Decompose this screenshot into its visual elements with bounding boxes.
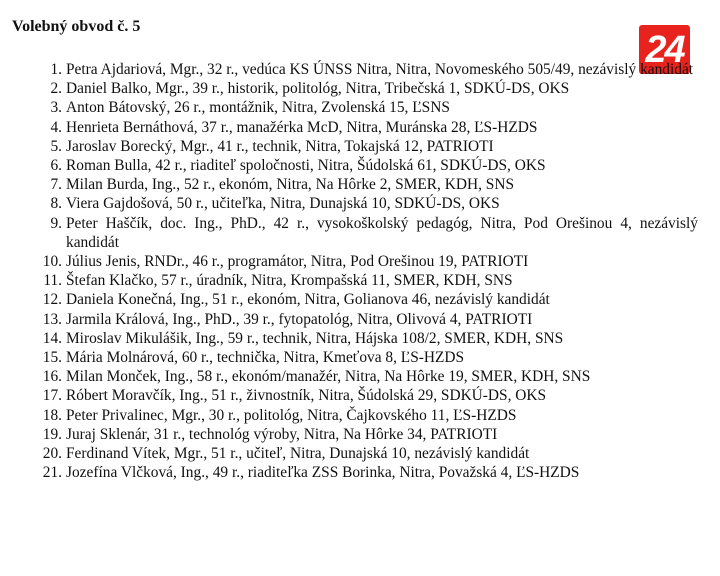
candidate-number: 7. bbox=[50, 176, 62, 194]
candidate-item bbox=[0, 214, 720, 252]
candidate-item bbox=[0, 252, 720, 271]
candidate-list bbox=[0, 60, 720, 482]
candidate-number: 11. bbox=[43, 272, 62, 290]
candidate-text: Viera Gajdošová, 50 r., učiteľka, Nitra, Dunajská 10, SDKÚ-DS, OKS bbox=[66, 195, 500, 213]
candidate-item bbox=[0, 79, 720, 98]
candidate-item bbox=[0, 156, 720, 175]
candidate-item bbox=[0, 348, 720, 367]
district-heading: Volebný obvod č. 5 bbox=[12, 18, 141, 35]
candidate-item bbox=[0, 290, 720, 309]
candidate-item bbox=[0, 118, 720, 137]
candidate-text: Milan Burda, Ing., 52 r., ekonóm, Nitra, Na Hôrke 2, SMER, KDH, SNS bbox=[66, 176, 515, 194]
candidate-number: 8. bbox=[50, 195, 62, 213]
candidate-number: 6. bbox=[50, 157, 62, 175]
candidate-item bbox=[0, 425, 720, 444]
candidate-item bbox=[0, 271, 720, 290]
candidate-text: Miroslav Mikulášik, Ing., 59 r., technik, Nitra, Hájska 108/2, SMER, KDH, SNS bbox=[66, 329, 564, 347]
candidate-text: Jarmila Králová, Ing., PhD., 39 r., fytopatológ, Nitra, Olivová 4, PATRIOTI bbox=[66, 310, 533, 328]
candidate-text: Július Jenis, RNDr., 46 r., programátor, Nitra, Pod Orešinou 19, PATRIOTI bbox=[66, 253, 529, 271]
candidate-number: 18. bbox=[42, 406, 62, 424]
candidate-item bbox=[0, 367, 720, 386]
candidate-text: Milan Monček, Ing., 58 r., ekonóm/manažér, Nitra, Na Hôrke 19, SMER, KDH, SNS bbox=[66, 368, 591, 386]
candidate-number: 16. bbox=[42, 368, 62, 386]
candidate-item bbox=[0, 98, 720, 117]
candidate-number: 17. bbox=[42, 387, 62, 405]
candidate-number: 20. bbox=[42, 445, 62, 463]
candidate-number: 9. bbox=[50, 214, 62, 232]
candidate-text: Štefan Klačko, 57 r., úradník, Nitra, Krompašská 11, SMER, KDH, SNS bbox=[66, 272, 513, 290]
candidate-number: 2. bbox=[50, 80, 62, 98]
candidate-text: Ferdinand Vítek, Mgr., 51 r., učiteľ, Nitra, Dunajská 10, nezávislý kandidát bbox=[66, 445, 530, 463]
candidate-text: Anton Bátovský, 26 r., montážnik, Nitra, Zvolenská 15, ĽSNS bbox=[66, 99, 450, 117]
candidate-number: 1. bbox=[50, 61, 62, 78]
candidate-number: 21. bbox=[42, 464, 62, 482]
candidate-item bbox=[0, 463, 720, 482]
candidate-item bbox=[0, 194, 720, 213]
candidate-item bbox=[0, 175, 720, 194]
candidate-item bbox=[0, 386, 720, 405]
candidate-number: 3. bbox=[50, 99, 62, 117]
candidate-number: 5. bbox=[50, 137, 62, 155]
candidate-number: 13. bbox=[42, 310, 62, 328]
candidate-text: Petra Ajdariová, Mgr., 32 r., vedúca KS ÚNSS Nitra, Nitra, Novomeského 505/49, nezávislý kandidát bbox=[66, 61, 694, 78]
candidate-text: Jozefína Vlčková, Ing., 49 r., riaditeľka ZSS Borinka, Nitra, Považská 4, ĽS-HZDS bbox=[66, 464, 580, 482]
candidate-text: Roman Bulla, 42 r., riaditeľ spoločnosti, Nitra, Šúdolská 61, SDKÚ-DS, OKS bbox=[66, 157, 546, 175]
candidate-item bbox=[0, 60, 720, 79]
candidate-number: 10. bbox=[42, 253, 62, 271]
candidate-number: 19. bbox=[42, 425, 62, 443]
candidate-text: Henrieta Bernáthová, 37 r., manažérka McD, Nitra, Muránska 28, ĽS-HZDS bbox=[66, 118, 538, 136]
candidate-text: Daniel Balko, Mgr., 39 r., historik, politológ, Nitra, Tribečská 1, SDKÚ-DS, OKS bbox=[66, 80, 570, 98]
candidate-text: Peter Privalinec, Mgr., 30 r., politológ, Nitra, Čajkovského 11, ĽS-HZDS bbox=[66, 406, 517, 424]
candidate-text: Mária Molnárová, 60 r., technička, Nitra, Kmeťova 8, ĽS-HZDS bbox=[66, 349, 465, 367]
candidate-text: Jaroslav Borecký, Mgr., 41 r., technik, Nitra, Tokajská 12, PATRIOTI bbox=[66, 137, 494, 155]
candidate-number: 14. bbox=[42, 329, 62, 347]
candidate-text: Peter Haščík, doc. Ing., PhD., 42 r., vysokoškolský pedagóg, Nitra, Pod Orešinou 4, nezávislý kandidát bbox=[66, 214, 698, 251]
candidate-item bbox=[0, 329, 720, 348]
candidate-item bbox=[0, 137, 720, 156]
candidate-item bbox=[0, 310, 720, 329]
candidate-text: Daniela Konečná, Ing., 51 r., ekonóm, Nitra, Golianova 46, nezávislý kandidát bbox=[66, 291, 550, 309]
candidate-number: 4. bbox=[50, 118, 62, 136]
candidate-text: Juraj Sklenár, 31 r., technológ výroby, Nitra, Na Hôrke 34, PATRIOTI bbox=[66, 425, 498, 443]
candidate-item bbox=[0, 444, 720, 463]
candidate-text: Róbert Moravčík, Ing., 51 r., živnostník, Nitra, Šúdolská 29, SDKÚ-DS, OKS bbox=[66, 387, 547, 405]
candidate-number: 15. bbox=[42, 349, 62, 367]
logo-text: 24 bbox=[645, 28, 684, 71]
candidate-item bbox=[0, 406, 720, 425]
candidate-number: 12. bbox=[42, 291, 62, 309]
